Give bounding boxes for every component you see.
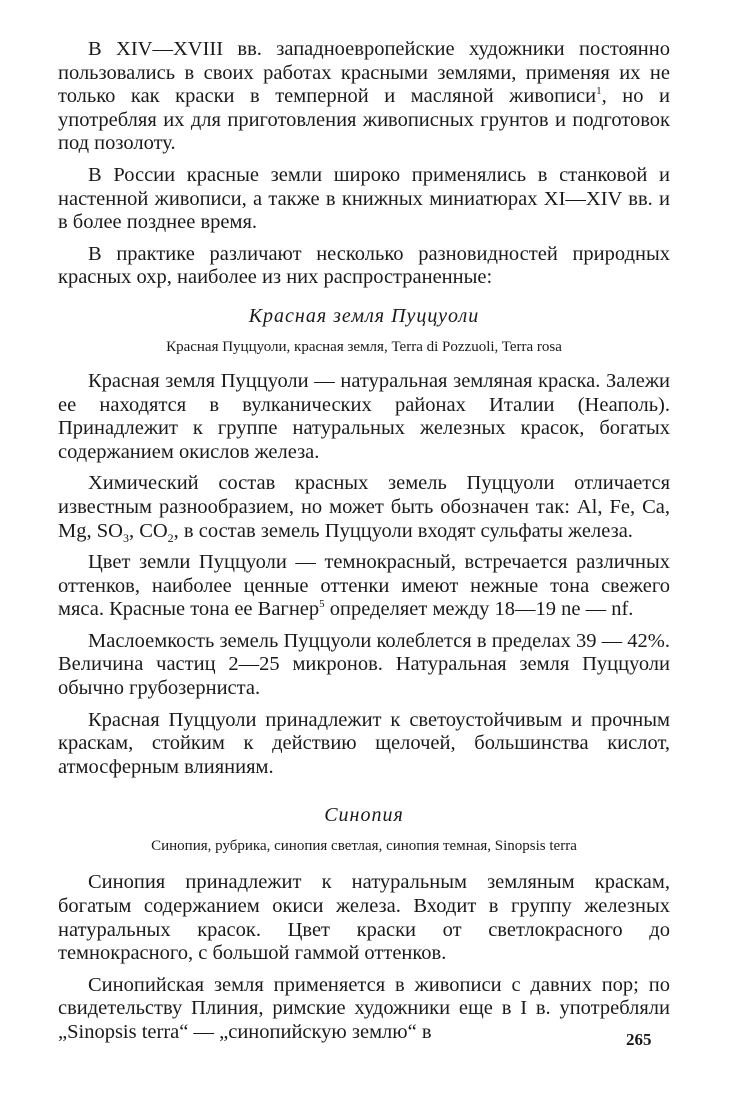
section-synonyms-sinopia: Синопия, рубрика, синопия светлая, синопия темная, Sinopsis terra: [151, 838, 577, 855]
pozzuoli-paragraph-2: Химический состав красных земель Пуццуоли отличается известным разнообразием, но может быть обозначен так: Al, Fe, Ca, Mg, $SO_3$, $CO_2$, в состав земель Пуццуоли входят сульфаты железа.: [58, 472, 670, 545]
section-synonyms-pozzuoli: Красная Пуццуоли, красная земля, Terra di Pozzuoli, Terra rosa: [166, 338, 562, 355]
pozzuoli-paragraph-5: Красная Пуццуоли принадлежит к светоустойчивым и прочным краскам, стойким к действию щелочей, большинства кислот, атмосферным влияниям.: [58, 708, 670, 778]
section-title-pozzuoli: Красная земля Пуццуоли: [248, 304, 480, 327]
sinopia-paragraph-2: Синопийская земля применяется в живописи с давних пор; по свидетельству Плиния, римские художники еще в I в. употребляли „Sinopsis terra“ — „синопийскую землю“ в: [58, 973, 670, 1043]
intro-paragraph-1: В XIV—XVIII вв. западноевропейские художники постоянно пользовались в своих работах красными землями, применяя их не только как краски в темперной и масляной живописи$^1$, но и употребляя их для приготовления живописных грунтов и подготовок под позолоту.: [58, 38, 670, 155]
pozzuoli-paragraph-3: Цвет земли Пуццуоли — темнокрасный, встречается различных оттенков, наиболее ценные оттенки имеют нежные тона свежего мяса. Красные тона ее Вагнер$^5$ определяет между 18—19 ne — nf.: [58, 551, 670, 621]
pozzuoli-paragraph-4: Маслоемкость земель Пуццуоли колеблется в пределах 39 — 42%. Величина частиц 2—25 микронов. Натуральная земля Пуццуоли обычно грубозерниста.: [58, 629, 670, 700]
intro-paragraph-3: В практике различают несколько разновидностей природных красных охр, наиболее из них распространенные:: [58, 242, 670, 289]
intro-paragraph-2: В России красные земли широко применялись в станковой и настенной живописи, а также в книжных миниатюрах XI—XIV вв. и в более позднее время.: [58, 163, 670, 234]
sinopia-paragraph-1: Синопия принадлежит к натуральным земляным краскам, богатым содержанием окиси железа. Входит в группу железных натуральных красок. Цвет краски от светлокрасного до темнокрасного, с большой гаммой оттенков.: [58, 871, 670, 965]
pozzuoli-paragraph-1: Красная земля Пуццуоли — натуральная земляная краска. Залежи ее находятся в вулканических районах Италии (Неаполь). Принадлежит к группе натуральных железных красок, богатых содержанием окислов железа.: [58, 369, 670, 463]
footnote-ref-1: 1: [596, 85, 602, 98]
section-title-sinopia: Синопия: [324, 804, 404, 827]
page-body: [58, 38, 670, 1045]
footnote-ref-5: 5: [319, 598, 325, 611]
page-number: 265: [626, 1030, 652, 1049]
